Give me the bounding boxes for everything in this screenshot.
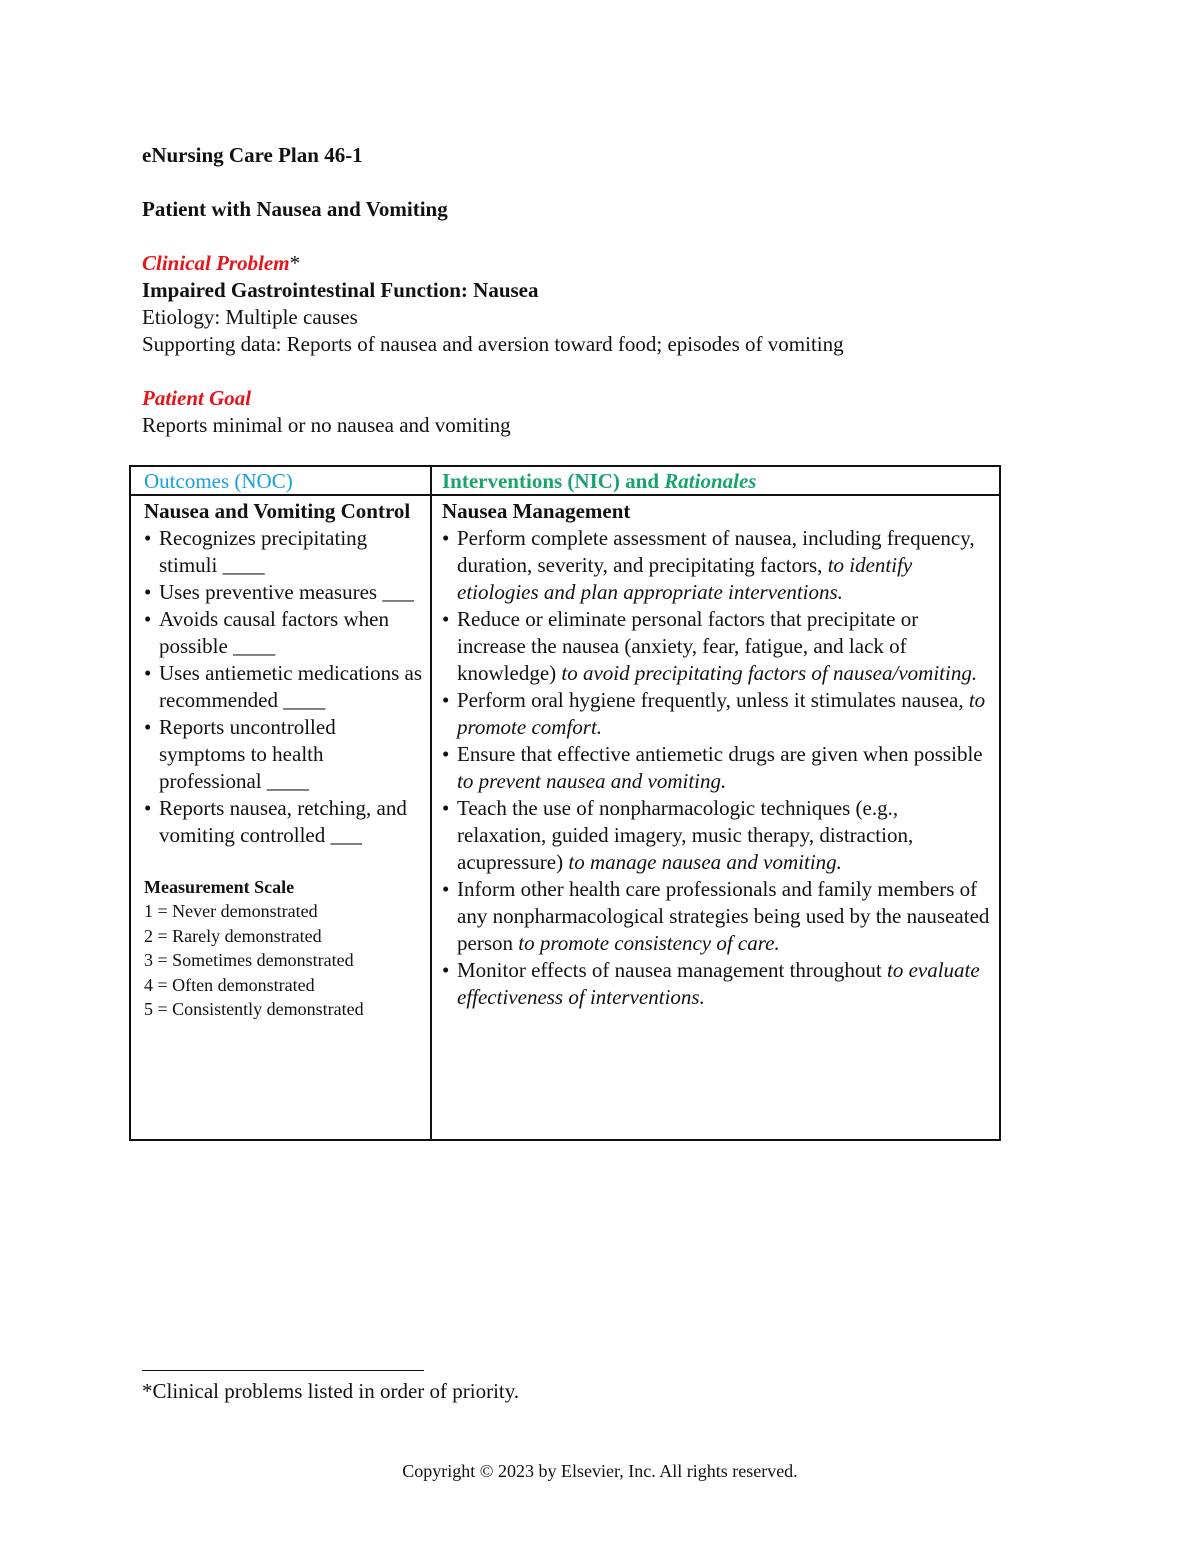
intervention-text: Ensure that effective antiemetic drugs are given when possible [457,742,983,766]
outcome-item: • Reports nausea, retching, and vomiting controlled ___ [144,795,424,849]
document-subtitle: Patient with Nausea and Vomiting [142,197,448,221]
scale-item: 5 = Consistently demonstrated [144,999,364,1019]
outcome-item: • Reports uncontrolled symptoms to health professional ____ [144,714,424,795]
interventions-header-text: Interventions (NIC) and [442,469,665,493]
intervention-rationale: to avoid precipitating factors of nausea/vomiting. [561,661,978,685]
footnote-separator [142,1370,424,1371]
column-divider [430,467,432,1139]
interventions-list [442,525,992,1011]
intervention-rationale: to promote consistency of care. [518,931,780,955]
outcomes-list [144,525,424,849]
document-title: eNursing Care Plan 46-1 [142,143,363,167]
intervention-item [442,687,992,741]
intervention-item [442,525,992,606]
intervention-rationale: to manage nausea and vomiting. [568,850,842,874]
footnote-marker: * [289,251,301,275]
intervention-text: Teach the use of nonpharmacologic techniques (e.g., relaxation, guided imagery, music therapy, distraction, acupressure) [457,796,914,874]
outcomes-title: Nausea and Vomiting Control [144,499,411,523]
scale-item: 3 = Sometimes demonstrated [144,950,354,970]
rationales-header-text: Rationales [664,469,757,493]
intervention-text: Reduce or eliminate personal factors that precipitate or increase the nausea (anxiety, fear, fatigue, and lack of knowledge) [457,607,919,685]
outcomes-cell [144,498,424,1022]
intervention-item [442,795,992,876]
intervention-rationale: to evaluate effectiveness of interventions. [457,958,980,1009]
patient-goal-text: Reports minimal or no nausea and vomiting [142,413,511,437]
care-plan-table [129,465,1001,1141]
measurement-scale-title: Measurement Scale [144,877,295,897]
interventions-title: Nausea Management [442,499,631,523]
intervention-text: Perform oral hygiene frequently, unless it stimulates nausea, [457,688,969,712]
clinical-problem-label: Clinical Problem [142,251,290,275]
clinical-problem-heading [142,250,300,277]
outcome-item: • Uses preventive measures ___ [144,579,424,606]
scale-item: 4 = Often demonstrated [144,974,315,995]
intervention-rationale: to promote comfort. [457,688,986,739]
scale-item: 2 = Rarely demonstrated [144,925,322,946]
outcomes-column-header: Outcomes (NOC) [144,469,293,493]
intervention-item [442,957,992,1011]
interventions-column-header [442,468,756,495]
etiology-text: Etiology: Multiple causes [142,305,358,329]
clinical-problem-name: Impaired Gastrointestinal Function: Nausea [142,278,539,302]
scale-item: 1 = Never demonstrated [144,901,318,921]
outcome-item: • Recognizes precipitating stimuli ____ [144,525,424,579]
intervention-rationale: to prevent nausea and vomiting. [457,769,727,793]
interventions-cell [442,498,992,1011]
intervention-text: Perform complete assessment of nausea, including frequency, duration, severity, and precipitating factors, [457,526,975,577]
supporting-data-text: Supporting data: Reports of nausea and aversion toward food; episodes of vomiting [142,332,844,356]
intervention-item [442,876,992,957]
intervention-item [442,741,992,795]
outcome-item: • Uses antiemetic medications as recommended ____ [144,660,424,714]
patient-goal-heading: Patient Goal [142,386,252,410]
copyright-text: Copyright © 2023 by Elsevier, Inc. All rights reserved. [402,1461,798,1481]
outcome-item: • Avoids causal factors when possible ____ [144,606,424,660]
intervention-text: Monitor effects of nausea management throughout [457,958,887,982]
intervention-item [442,606,992,687]
intervention-rationale: to identify etiologies and plan appropriate interventions. [457,553,913,604]
intervention-text: Inform other health care professionals and family members of any nonpharmacological strategies being used by the nauseated person [457,877,990,955]
footnote-text: *Clinical problems listed in order of priority. [142,1379,520,1403]
